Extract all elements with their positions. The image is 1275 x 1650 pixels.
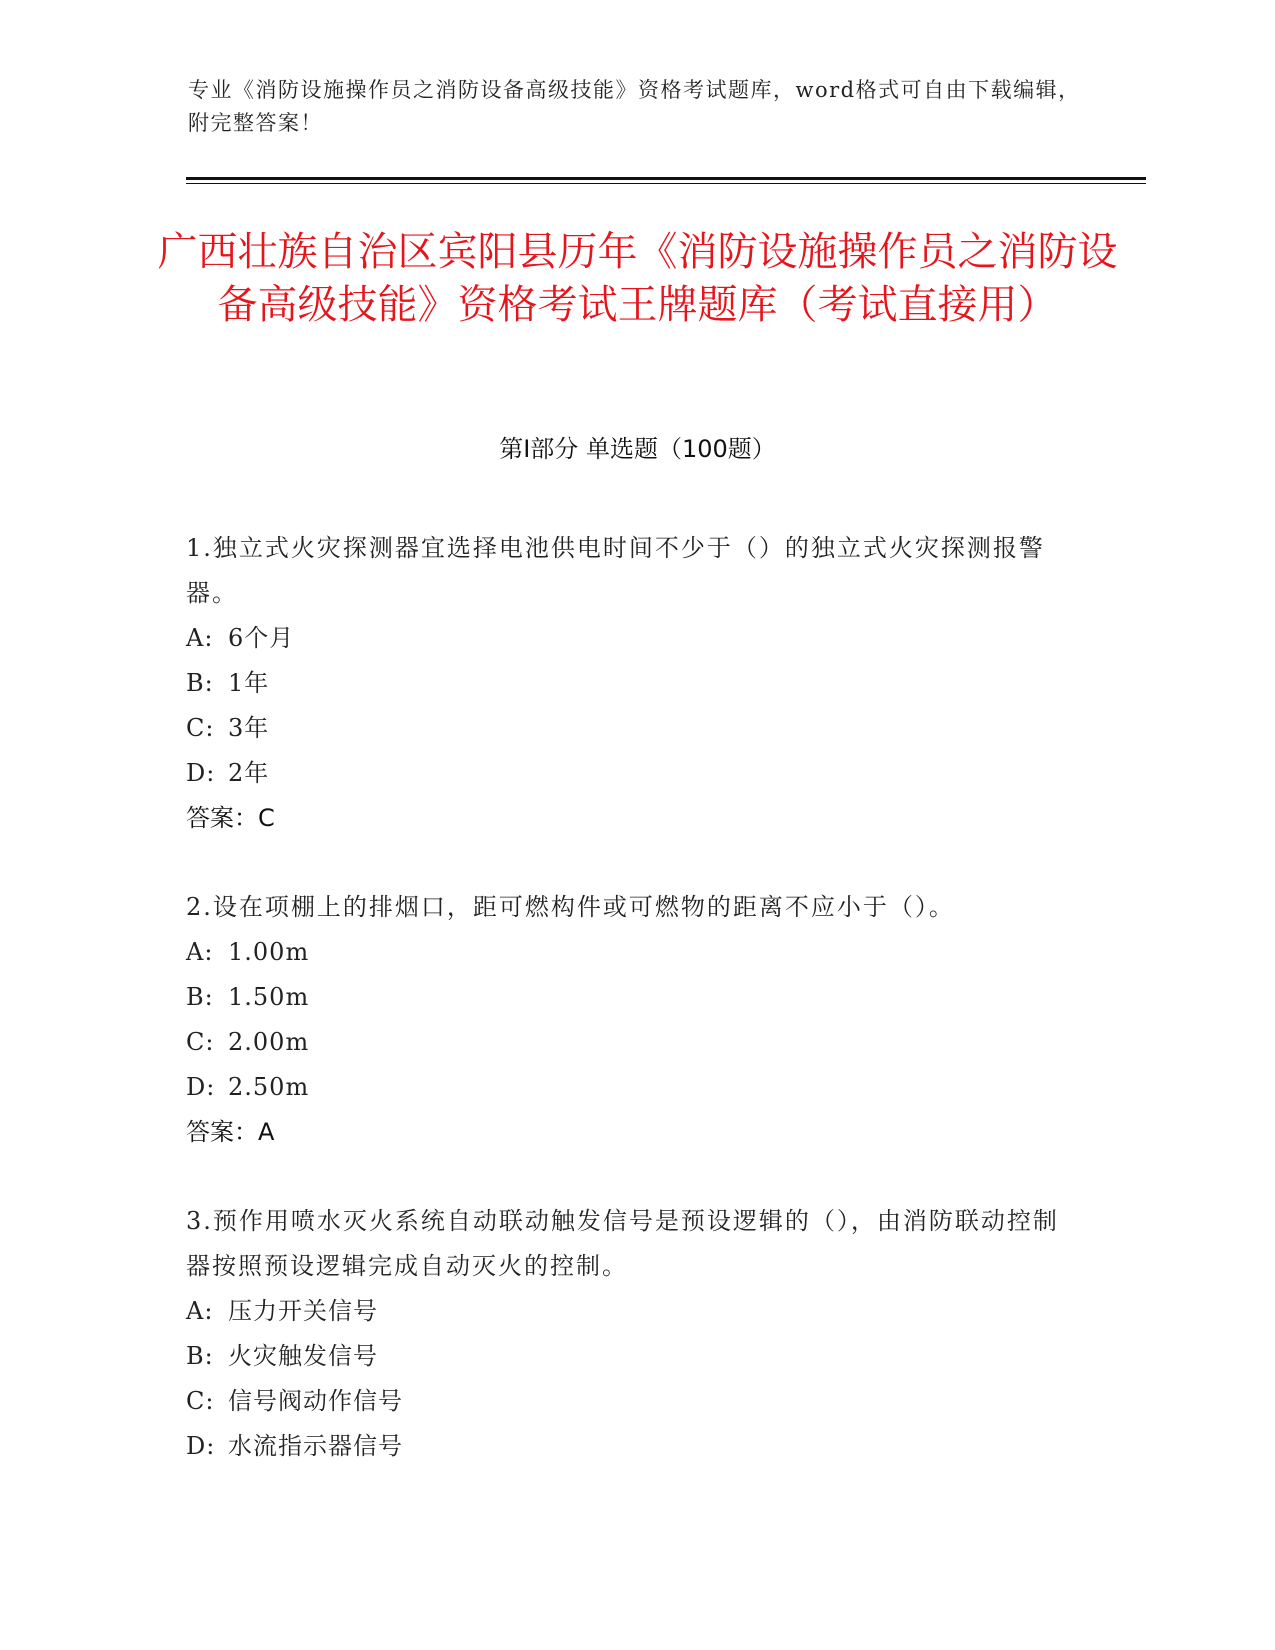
option-label: A:	[186, 938, 214, 966]
option-label: A:	[186, 1297, 214, 1325]
option-label: C:	[186, 714, 215, 742]
question-stem: 3.预作用喷水灭火系统自动联动触发信号是预设逻辑的（），由消防联动控制器按照预设逻辑完成自动灭火的控制。	[186, 1207, 1059, 1280]
option-d	[186, 751, 1066, 796]
option-text: 火灾触发信号	[228, 1342, 378, 1370]
option-d	[186, 1065, 1066, 1110]
option-d	[186, 1424, 1066, 1469]
option-text: 1年	[228, 669, 270, 697]
option-label: B:	[186, 669, 214, 697]
option-label: A:	[186, 624, 214, 652]
question-item	[186, 885, 1066, 1155]
question-stem: 1.独立式火灾探测器宜选择电池供电时间不少于（）的独立式火灾探测报警器。	[186, 534, 1045, 607]
option-c	[186, 1020, 1066, 1065]
option-c	[186, 1379, 1066, 1424]
option-b	[186, 661, 1066, 706]
option-b	[186, 975, 1066, 1020]
option-label: D:	[186, 1432, 216, 1460]
header-rule-thin	[186, 183, 1146, 184]
option-c	[186, 706, 1066, 751]
option-text: 水流指示器信号	[228, 1432, 403, 1460]
option-label: D:	[186, 759, 216, 787]
option-text: 1.50m	[228, 983, 310, 1011]
question-item	[186, 1199, 1066, 1469]
option-text: 信号阀动作信号	[228, 1387, 403, 1415]
option-label: B:	[186, 983, 214, 1011]
header-rule-thick	[186, 177, 1146, 180]
option-text: 3年	[228, 714, 270, 742]
option-text: 2.00m	[228, 1028, 310, 1056]
answer-line: 答案：A	[186, 1118, 275, 1146]
option-a	[186, 930, 1066, 975]
option-label: D:	[186, 1073, 216, 1101]
option-text: 2年	[228, 759, 270, 787]
option-a	[186, 616, 1066, 661]
question-stem: 2.设在项棚上的排烟口，距可燃构件或可燃物的距离不应小于（）。	[186, 893, 955, 921]
option-text: 1.00m	[228, 938, 310, 966]
option-label: B:	[186, 1342, 214, 1370]
intro-text: 专业《消防设施操作员之消防设备高级技能》资格考试题库，word格式可自由下载编辑，附完整答案！	[188, 78, 1081, 135]
option-b	[186, 1334, 1066, 1379]
question-list	[186, 526, 1066, 1513]
answer-line: 答案：C	[186, 804, 275, 832]
option-a	[186, 1289, 1066, 1334]
question-item	[186, 526, 1066, 841]
option-label: C:	[186, 1387, 215, 1415]
option-text: 2.50m	[228, 1073, 310, 1101]
option-text: 6个月	[228, 624, 295, 652]
option-text: 压力开关信号	[228, 1297, 378, 1325]
section-heading: 第I部分 单选题（100题）	[499, 435, 776, 463]
option-label: C:	[186, 1028, 215, 1056]
document-title: 广西壮族自治区宾阳县历年《消防设施操作员之消防设备高级技能》资格考试王牌题库（考试直接用）	[157, 229, 1118, 328]
